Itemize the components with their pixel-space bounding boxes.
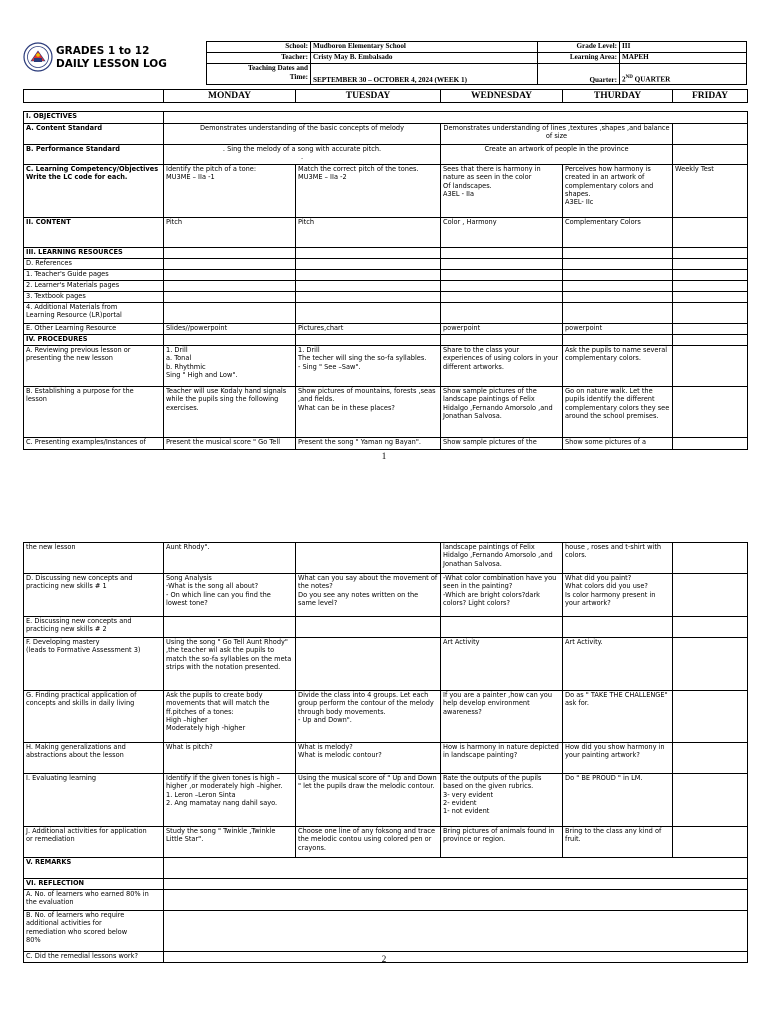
row-cell: -What color combination have you seen in the painting? -Which are bright colors?dark colors? Light colors? <box>441 574 563 617</box>
row-label: B. Performance Standard <box>24 145 164 165</box>
row-cell <box>563 248 673 259</box>
row-cell <box>673 292 748 303</box>
row-cell <box>673 335 748 346</box>
row-cell: What is melody? What is melodic contour? <box>296 743 441 774</box>
table-row <box>24 112 748 124</box>
row-cell <box>296 638 441 691</box>
table-row <box>24 879 748 890</box>
day-thursday: THURDAY <box>563 90 673 103</box>
row-cell <box>296 259 441 270</box>
row-label: VI. REFLECTION <box>24 879 164 890</box>
table-row <box>24 324 748 335</box>
row-label: B. No. of learners who require additional activities for remediation who scored below 80% <box>24 911 164 952</box>
row-cell: Ask the pupils to name several complementary colors. <box>563 346 673 387</box>
row-cell <box>441 335 563 346</box>
row-cell: Art Activity. <box>563 638 673 691</box>
row-cell: house , roses and t-shirt with colors. <box>563 543 673 574</box>
row-cell: . Sing the melody of a song with accurate pitch. . <box>164 145 441 165</box>
row-cell: Aunt Rhody". <box>164 543 296 574</box>
row-cell: Pitch <box>296 218 441 248</box>
weekday-header-row <box>23 89 748 103</box>
row-cell: Divide the class into 4 groups. Let each group perform the contour of the melody through body movements. - Up and Down". <box>296 691 441 743</box>
row-cell: Bring pictures of animals found in province or region. <box>441 827 563 858</box>
row-cell <box>673 691 748 743</box>
row-cell: powerpoint <box>441 324 563 335</box>
row-cell <box>673 145 748 165</box>
row-cell <box>673 827 748 858</box>
table-row <box>24 387 748 438</box>
table-row <box>24 890 748 911</box>
row-cell: Demonstrates understanding of lines ,textures ,shapes ,and balance of size <box>441 124 673 145</box>
row-label: I. OBJECTIVES <box>24 112 164 124</box>
table-row <box>24 259 748 270</box>
learning-area-value: MAPEH <box>620 53 747 64</box>
table-row <box>24 911 748 952</box>
row-cell <box>673 270 748 281</box>
row-cell <box>563 270 673 281</box>
row-label: IV. PROCEDURES <box>24 335 164 346</box>
row-cell: Slides//powerpoint <box>164 324 296 335</box>
row-cell: Study the song " Twinkle ,Twinkle Little Star". <box>164 827 296 858</box>
row-cell: Demonstrates understanding of the basic concepts of melody <box>164 124 441 145</box>
lesson-table-page-1 <box>23 111 748 450</box>
row-label: the new lesson <box>24 543 164 574</box>
row-cell <box>296 248 441 259</box>
row-cell <box>164 281 296 292</box>
row-cell <box>673 617 748 638</box>
teacher-label: Teacher: <box>207 53 311 64</box>
row-cell <box>673 303 748 324</box>
row-cell: Show sample pictures of the <box>441 438 563 450</box>
quarter-number: 2 <box>622 75 626 84</box>
row-cell: Present the musical score " Go Tell <box>164 438 296 450</box>
row-cell <box>441 292 563 303</box>
row-label: III. LEARNING RESOURCES <box>24 248 164 259</box>
row-cell <box>673 638 748 691</box>
row-cell: How is harmony in nature depicted in landscape painting? <box>441 743 563 774</box>
row-cell <box>673 324 748 335</box>
row-cell <box>673 774 748 827</box>
teaching-dates-label-line2: Time: <box>289 73 308 81</box>
row-cell <box>164 879 748 890</box>
table-row <box>24 638 748 691</box>
row-cell <box>441 270 563 281</box>
table-row <box>24 574 748 617</box>
row-cell: Present the song " Yaman ng Bayan". <box>296 438 441 450</box>
row-cell <box>673 281 748 292</box>
row-cell <box>673 438 748 450</box>
row-cell: 1. Drill a. Tonal b. Rhythmic Sing " High and Low". <box>164 346 296 387</box>
row-cell: Show some pictures of a <box>563 438 673 450</box>
row-cell <box>164 292 296 303</box>
row-cell: Ask the pupils to create body movements that will match the ff.pitches of a tones: High –higher Moderately high -higher <box>164 691 296 743</box>
row-cell <box>164 259 296 270</box>
row-cell <box>673 124 748 145</box>
row-cell: Weekly Test <box>673 165 748 218</box>
table-row <box>24 124 748 145</box>
row-cell: Identify if the given tones is high –higher ,or moderately high –higher. 1. Leron –Leron Sinta 2. Ang mamatay nang dahil sayo. <box>164 774 296 827</box>
row-cell: What can you say about the movement of the notes? Do you see any notes written on the same level? <box>296 574 441 617</box>
row-cell: Do as " TAKE THE CHALLENGE" ask for. <box>563 691 673 743</box>
quarter-suffix: ND <box>625 75 633 81</box>
teacher-value: Cristy May B. Embalsado <box>311 53 538 64</box>
grades-title: GRADES 1 to 12 <box>56 45 150 57</box>
header-info-table <box>206 41 747 85</box>
table-row <box>24 774 748 827</box>
table-row <box>24 346 748 387</box>
row-label: E. Discussing new concepts and practicing new skills # 2 <box>24 617 164 638</box>
row-cell: powerpoint <box>563 324 673 335</box>
row-label: C. Presenting examples/Instances of <box>24 438 164 450</box>
row-cell <box>673 574 748 617</box>
quarter-label: Quarter: <box>538 64 620 85</box>
table-row <box>24 617 748 638</box>
row-label: C. Did the remedial lessons work? <box>24 952 164 963</box>
page-number-1: 1 <box>381 451 387 461</box>
row-cell <box>296 292 441 303</box>
table-row <box>24 691 748 743</box>
row-label: H. Making generalizations and abstractions about the lesson <box>24 743 164 774</box>
row-cell <box>296 270 441 281</box>
row-cell: 1. Drill The techer will sing the so-fa syllables. - Sing " See –Saw". <box>296 346 441 387</box>
row-cell: Rate the outputs of the pupils based on the given rubrics. 3- very evident 2- evident 1- not evident <box>441 774 563 827</box>
table-row <box>24 543 748 574</box>
row-cell <box>164 112 748 124</box>
table-row <box>24 743 748 774</box>
row-cell <box>164 617 296 638</box>
day-friday: FRIDAY <box>673 90 748 103</box>
row-cell: Show sample pictures of the landscape paintings of Felix Hidalgo ,Fernando Amorsolo ,and Jonathan Salvosa. <box>441 387 563 438</box>
row-cell: Share to the class your experiences of using colors in your different artworks. <box>441 346 563 387</box>
row-cell <box>673 259 748 270</box>
row-cell <box>563 303 673 324</box>
row-cell <box>441 248 563 259</box>
lesson-table-page-2 <box>23 542 748 963</box>
row-cell <box>296 303 441 324</box>
teaching-dates-value: SEPTEMBER 30 – OCTOBER 4, 2024 (WEEK 1) <box>311 64 538 85</box>
row-cell <box>296 281 441 292</box>
row-cell: Pitch <box>164 218 296 248</box>
row-label: A. Content Standard <box>24 124 164 145</box>
row-cell: What did you paint? What colors did you use? Is color harmony present in your artwork? <box>563 574 673 617</box>
row-label: D. Discussing new concepts and practicing new skills # 1 <box>24 574 164 617</box>
learning-area-label: Learning Area: <box>538 53 620 64</box>
row-cell <box>563 335 673 346</box>
quarter-word: QUARTER <box>632 75 671 84</box>
table-row <box>24 281 748 292</box>
row-cell: Match the correct pitch of the tones. MU3ME – IIa -2 <box>296 165 441 218</box>
row-cell <box>441 303 563 324</box>
quarter-value <box>620 64 747 85</box>
row-cell <box>441 259 563 270</box>
row-cell <box>673 543 748 574</box>
row-cell <box>164 303 296 324</box>
table-row <box>24 303 748 324</box>
row-cell: If you are a painter ,how can you help develop environment awareness? <box>441 691 563 743</box>
row-cell: Teacher will use Kodaly hand signals while the pupils sing the following exercises. <box>164 387 296 438</box>
page-number-2: 2 <box>381 954 387 964</box>
row-cell: Sees that there is harmony in nature as seen in the color Of landscapes. A3EL - IIa <box>441 165 563 218</box>
row-label: II. CONTENT <box>24 218 164 248</box>
row-cell: Bring to the class any kind of fruit. <box>563 827 673 858</box>
row-cell <box>563 259 673 270</box>
table-row <box>24 292 748 303</box>
row-label: 2. Learner's Materials pages <box>24 281 164 292</box>
row-cell: Identify the pitch of a tone: MU3ME – IIa -1 <box>164 165 296 218</box>
deped-seal-icon <box>23 42 53 72</box>
row-cell <box>164 911 748 952</box>
row-cell: Go on nature walk. Let the pupils identify the different complementary colors they see around the school premises. <box>563 387 673 438</box>
days-corner <box>24 90 164 103</box>
row-label: D. References <box>24 259 164 270</box>
row-cell: Using the musical score of " Up and Down " let the pupils draw the melodic contour. <box>296 774 441 827</box>
table-row <box>24 145 748 165</box>
table-row <box>24 335 748 346</box>
row-cell <box>673 387 748 438</box>
teaching-dates-label-line1: Teaching Dates and <box>247 64 308 72</box>
row-label: C. Learning Competency/Objectives Write the LC code for each. <box>24 165 164 218</box>
row-label: J. Additional activities for application or remediation <box>24 827 164 858</box>
day-tuesday: TUESDAY <box>296 90 441 103</box>
row-label: 3. Textbook pages <box>24 292 164 303</box>
teaching-dates-label <box>207 64 311 85</box>
row-cell <box>673 743 748 774</box>
row-label: 1. Teacher's Guide pages <box>24 270 164 281</box>
row-cell <box>563 617 673 638</box>
grade-level-value: III <box>620 42 747 53</box>
row-label: 4. Additional Materials from Learning Resource (LR)portal <box>24 303 164 324</box>
row-cell <box>164 248 296 259</box>
row-cell: Complementary Colors <box>563 218 673 248</box>
row-cell: How did you show harmony in your painting artwork? <box>563 743 673 774</box>
day-monday: MONDAY <box>164 90 296 103</box>
row-cell <box>673 248 748 259</box>
grade-level-label: Grade Level: <box>538 42 620 53</box>
row-label: B. Establishing a purpose for the lesson <box>24 387 164 438</box>
table-row <box>24 827 748 858</box>
row-cell <box>673 218 748 248</box>
table-row <box>24 858 748 879</box>
row-cell: Perceives how harmony is created in an artwork of complementary colors and shapes. A3EL- IIc <box>563 165 673 218</box>
row-label: V. REMARKS <box>24 858 164 879</box>
row-cell: Color , Harmony <box>441 218 563 248</box>
row-cell <box>164 270 296 281</box>
log-title <box>56 45 167 71</box>
row-label: F. Developing mastery (leads to Formative Assessment 3) <box>24 638 164 691</box>
row-cell: Choose one line of any foksong and trace the melodic contou using colored pen or crayons. <box>296 827 441 858</box>
row-cell: Art Activity <box>441 638 563 691</box>
row-cell: landscape paintings of Felix Hidalgo ,Fernando Amorsolo ,and Jonathan Salvosa. <box>441 543 563 574</box>
school-label: School: <box>207 42 311 53</box>
table-row <box>24 270 748 281</box>
school-value: Mudboron Elementary School <box>311 42 538 53</box>
row-cell <box>164 858 748 879</box>
row-cell <box>296 335 441 346</box>
row-cell <box>563 292 673 303</box>
row-cell <box>563 281 673 292</box>
table-row <box>24 218 748 248</box>
row-cell: Show pictures of mountains, forests ,seas ,and fields. What can be in these places? <box>296 387 441 438</box>
row-cell: Song Analysis -What is the song all about? - On which line can you find the lowest tone? <box>164 574 296 617</box>
row-cell <box>296 543 441 574</box>
row-label: G. Finding practical application of concepts and skills in daily living <box>24 691 164 743</box>
row-cell <box>164 890 748 911</box>
row-cell: What is pitch? <box>164 743 296 774</box>
row-cell: Create an artwork of people in the province <box>441 145 673 165</box>
row-cell <box>441 281 563 292</box>
table-row <box>24 438 748 450</box>
row-cell <box>164 335 296 346</box>
day-wednesday: WEDNESDAY <box>441 90 563 103</box>
row-cell: Do " BE PROUD " in LM. <box>563 774 673 827</box>
row-cell <box>441 617 563 638</box>
row-label: E. Other Learning Resource <box>24 324 164 335</box>
daily-lesson-log-title: DAILY LESSON LOG <box>56 58 167 70</box>
table-row <box>24 248 748 259</box>
row-cell: Using the song " Go Tell Aunt Rhody" ,the teacher wil ask the pupils to match the so-fa syllables on the meta strips with the notation presented. <box>164 638 296 691</box>
table-row <box>24 165 748 218</box>
row-cell <box>296 617 441 638</box>
row-cell <box>673 346 748 387</box>
row-label: A. Reviewing previous lesson or presenting the new lesson <box>24 346 164 387</box>
row-label: A. No. of learners who earned 80% in the evaluation <box>24 890 164 911</box>
row-cell: Pictures,chart <box>296 324 441 335</box>
row-label: I. Evaluating learning <box>24 774 164 827</box>
